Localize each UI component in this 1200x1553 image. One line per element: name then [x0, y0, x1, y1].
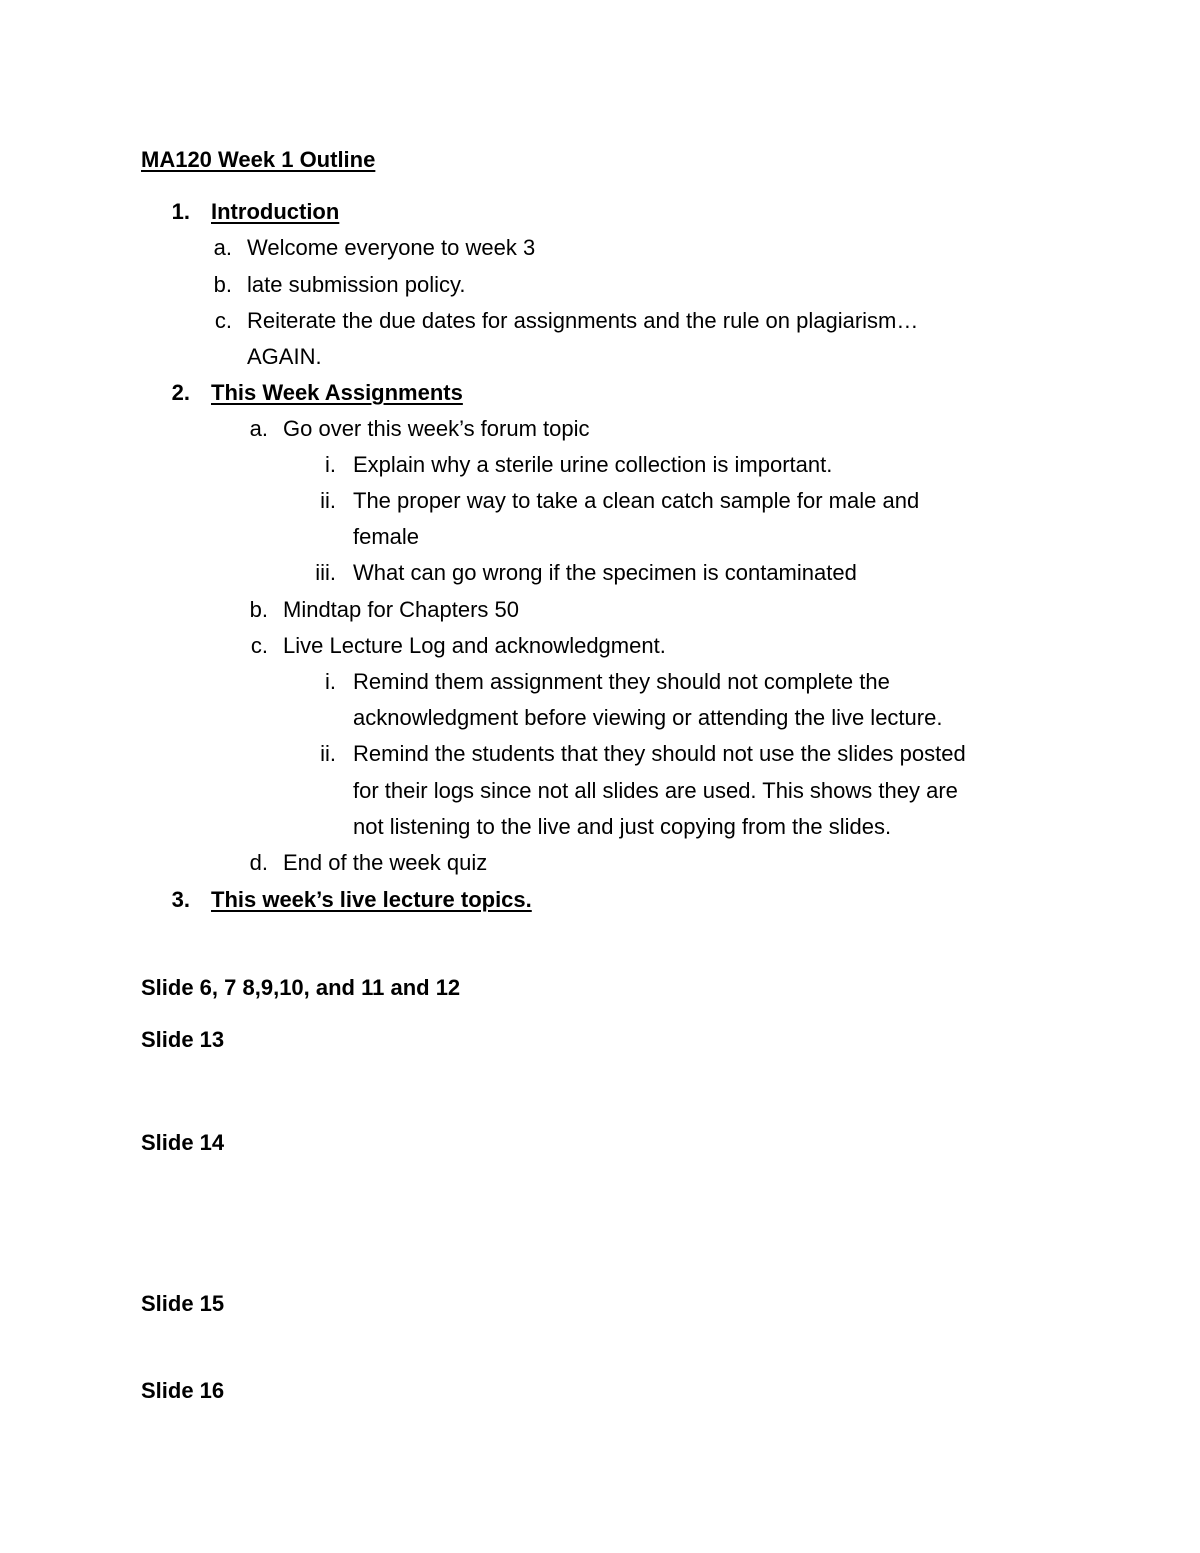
subitem-marker: ii.: [320, 488, 336, 513]
slide-heading: Slide 6, 7 8,9,10, and 11 and 12: [141, 975, 461, 1000]
document-title: MA120 Week 1 Outline: [141, 147, 376, 172]
sub-list-item-continuation: female: [353, 524, 420, 549]
sub-list-item-continuation: not listening to the live and just copying from the slides.: [353, 814, 892, 839]
slide-heading: Slide 13: [141, 1027, 225, 1052]
list-item: Mindtap for Chapters 50: [283, 597, 520, 622]
sub-list-item: Explain why a sterile urine collection is important.: [353, 452, 833, 477]
sub-list-item: Remind the students that they should not use the slides posted: [353, 741, 966, 766]
list-item-continuation: AGAIN.: [247, 344, 322, 369]
subitem-marker: iii.: [315, 560, 336, 585]
list-item: Reiterate the due dates for assignments and the rule on plagiarism…: [247, 308, 919, 333]
item-marker: a.: [249, 416, 268, 441]
item-marker: b.: [213, 272, 232, 297]
list-item: late submission policy.: [247, 272, 466, 297]
subitem-marker: ii.: [320, 741, 336, 766]
sub-list-item-continuation: for their logs since not all slides are used. This shows they are: [353, 778, 958, 803]
subitem-marker: i.: [325, 452, 336, 477]
sub-list-item: The proper way to take a clean catch sample for male and: [353, 488, 920, 513]
item-marker: b.: [249, 597, 268, 622]
list-item: End of the week quiz: [283, 850, 488, 875]
slide-heading: Slide 16: [141, 1378, 225, 1403]
section-heading-assignments: This Week Assignments: [211, 380, 463, 405]
list-item: Welcome everyone to week 3: [247, 235, 536, 260]
list-item: Go over this week’s forum topic: [283, 416, 590, 441]
item-marker: d.: [249, 850, 268, 875]
slide-heading: Slide 14: [141, 1130, 225, 1155]
sub-list-item: Remind them assignment they should not complete the: [353, 669, 890, 694]
section-heading-lecture-topics: This week’s live lecture topics.: [211, 887, 532, 912]
item-marker: a.: [213, 235, 232, 260]
sub-list-item: What can go wrong if the specimen is contaminated: [353, 560, 857, 585]
item-marker: c.: [250, 633, 268, 658]
item-marker: c.: [214, 308, 232, 333]
section-marker: 2.: [171, 380, 190, 405]
list-item: Live Lecture Log and acknowledgment.: [283, 633, 666, 658]
subitem-marker: i.: [325, 669, 336, 694]
sub-list-item-continuation: acknowledgment before viewing or attending the live lecture.: [353, 705, 943, 730]
slide-heading: Slide 15: [141, 1291, 225, 1316]
section-marker: 1.: [171, 199, 190, 224]
section-heading-introduction: Introduction: [211, 199, 340, 224]
section-marker: 3.: [171, 887, 190, 912]
